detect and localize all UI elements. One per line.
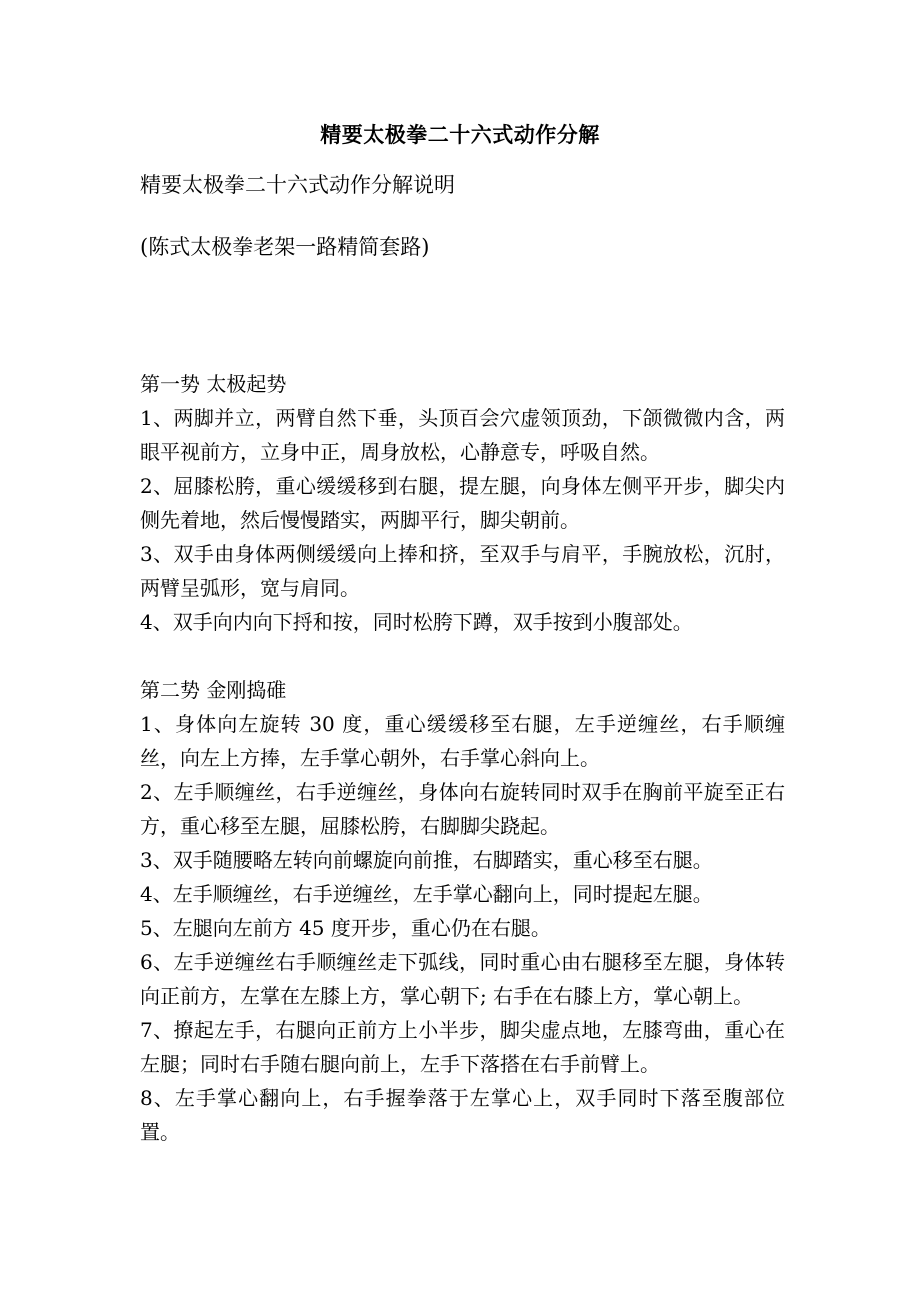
step-item: 1、两脚并立，两臂自然下垂，头顶百会穴虚领顶劲，下颌微微内含，两眼平视前方，立身中正，周身放松，心静意专，呼吸自然。 bbox=[140, 406, 785, 464]
step-item: 3、双手随腰略左转向前螺旋向前推，右脚踏实，重心移至右腿。 bbox=[140, 848, 713, 872]
step-item: 8、左手掌心翻向上，右手握拳落于左掌心上，双手同时下落至腹部位置。 bbox=[140, 1086, 785, 1144]
section-heading: 第一势 太极起势 bbox=[140, 372, 287, 396]
step-item: 6、左手逆缠丝右手顺缠丝走下弧线，同时重心由右腿移至左腿，身体转向正前方，左掌在左膝上方，掌心朝下; 右手在右膝上方，掌心朝上。 bbox=[140, 950, 785, 1008]
section-buddha-pounds-mortar bbox=[140, 673, 785, 1149]
section-heading: 第二势 金刚捣碓 bbox=[140, 678, 287, 702]
document-subtitle: 精要太极拳二十六式动作分解说明 bbox=[140, 173, 455, 197]
step-item: 2、屈膝松胯，重心缓缓移到右腿，提左腿，向身体左侧平开步，脚尖内侧先着地，然后慢慢踏实，两脚平行，脚尖朝前。 bbox=[140, 474, 785, 532]
step-item: 4、左手顺缠丝，右手逆缠丝，左手掌心翻向上，同时提起左腿。 bbox=[140, 882, 713, 906]
step-item: 5、左腿向左前方 45 度开步，重心仍在右腿。 bbox=[140, 916, 551, 940]
step-item: 3、双手由身体两侧缓缓向上捧和挤，至双手与肩平，手腕放松，沉肘，两臂呈弧形，宽与肩同。 bbox=[140, 542, 785, 600]
step-item: 4、双手向内向下捋和按，同时松胯下蹲，双手按到小腹部处。 bbox=[140, 610, 693, 634]
document-title: 精要太极拳二十六式动作分解 bbox=[320, 122, 600, 147]
step-item: 1、身体向左旋转 30 度，重心缓缓移至右腿，左手逆缠丝，右手顺缠丝，向左上方捧，左手掌心朝外，右手掌心斜向上。 bbox=[140, 712, 785, 770]
style-note: (陈式太极拳老架一路精简套路) bbox=[140, 235, 430, 259]
section-taiji-opening bbox=[140, 367, 785, 639]
step-item: 7、撩起左手，右腿向正前方上小半步，脚尖虚点地，左膝弯曲，重心在左腿；同时右手随右腿向前上，左手下落搭在右手前臂上。 bbox=[140, 1018, 785, 1076]
step-item: 2、左手顺缠丝，右手逆缠丝，身体向右旋转同时双手在胸前平旋至正右方，重心移至左腿，屈膝松胯，右脚脚尖跷起。 bbox=[140, 780, 785, 838]
